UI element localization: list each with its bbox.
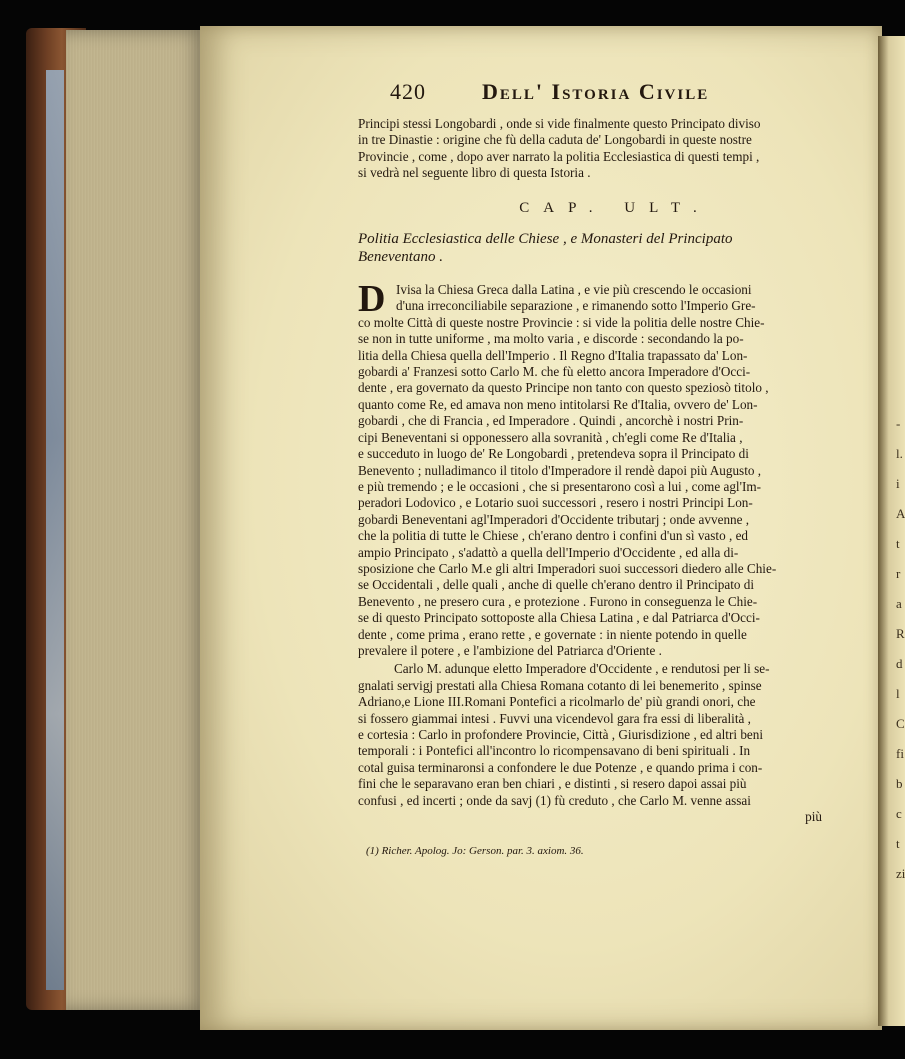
text-line: Principi stessi Longobardi , onde si vide finalmente questo Principato diviso (358, 116, 761, 131)
text-line: e succeduto in luogo de' Re Longobardi , pretendeva sopra il Principato di (358, 446, 749, 462)
text-line: Ivisa la Chiesa Greca dalla Latina , e vie più crescendo le occasioni (396, 282, 752, 298)
text-line: Provincie , come , dopo aver narrato la politia Ecclesiastica di questi tempi , (358, 148, 760, 164)
next-page-fragment: R (896, 626, 905, 641)
paragraph-2 (358, 661, 858, 809)
next-page-fragment: - (896, 416, 901, 431)
opening-lines (358, 116, 858, 182)
next-page-fragment: l (896, 686, 900, 701)
chapter-heading: CAP. ULT. (519, 199, 711, 216)
text-line: Benevento ; nulladimanco il titolo d'Imperadore il rendè dapoi più Augusto , (358, 462, 762, 478)
next-page-fragment: a (896, 596, 902, 611)
next-page-fragment: i (896, 476, 900, 491)
text-line: ampio Principato , s'adattò a quella dell'Imperio d'Occidente , ed alla di- (358, 544, 739, 560)
next-page-fragment: l. (896, 446, 903, 461)
text-line: temporali : i Pontefici all'incontro lo ricompensavano di beni spirituali . In (358, 743, 751, 759)
text-line: Carlo M. adunque eletto Imperadore d'Occidente , e rendutosi per li se- (394, 661, 770, 677)
next-page-fragment: C (896, 716, 905, 731)
text-line: Adriano,e Lione III.Romani Pontefici a ricolmarlo de' più grandi onori, che (358, 694, 756, 710)
text-line: dente , era governato da questo Principe non tanto con questo speziosò titolo , (358, 380, 769, 396)
text-line: confusi , ed incerti ; onde da savj (1) fù creduto , che Carlo M. venne assai (358, 792, 751, 808)
chapter-subtitle (358, 230, 858, 266)
next-page-fragment: d (896, 656, 903, 671)
text-line: d'una irreconciliabile separazione , e rimanendo sotto l'Imperio Gre- (396, 298, 756, 314)
running-title: Dell' Istoria Civile (482, 79, 710, 104)
text-line: sposizione che Carlo M.e gli altri Imperadori suoi successori diedero alle Chie- (358, 560, 777, 576)
next-page-fragment: t (896, 836, 900, 851)
text-line: Benevento , ne presero cura , e protezione . Furono in conseguenza le Chie- (358, 593, 758, 609)
next-page-fragment: zi (896, 866, 905, 881)
text-line: gobardi , che di Francia , ed Imperadore . Quindi , ancorchè i nostri Prin- (358, 413, 744, 429)
page-header (358, 79, 858, 116)
next-page-fragment: c (896, 806, 902, 821)
footnote: (1) Richer. Apolog. Jo: Gerson. par. 3. axiom. 36. (366, 845, 584, 858)
paragraph-1 (358, 278, 858, 659)
text-line: prevalere il potere , e l'ambizione del Patriarca d'Oriente . (358, 642, 662, 658)
text-line: litia della Chiesa quella dell'Imperio . Il Regno d'Italia trapassato da' Lon- (358, 347, 748, 363)
text-line: se di questo Principato sottoposte alla Chiesa Latina , e dal Patriarca d'Occi- (358, 610, 760, 626)
next-page-fragment: A (896, 506, 905, 521)
text-line: peradori Lodovico , e Lotario suoi successori , resero i nostri Principi Lon- (358, 495, 753, 511)
cover-marbled-strip (46, 70, 64, 990)
text-line: in tre Dinastie : origine che fù della caduta de' Longobardi in queste nostre (358, 132, 752, 148)
text-line: quanto come Re, ed amava non meno intitolarsi Re d'Italia, ovvero de' Lon- (358, 396, 758, 412)
text-line: gnalati servigj prestati alla Chiesa Romana cotanto di lei benemerito , spinse (358, 677, 762, 693)
text-line: se Occidentali , delle quali , anche di quelle ch'erano dentro il Principato di (358, 577, 755, 593)
page-text (358, 79, 858, 860)
text-line: si vedrà nel seguente libro di questa Istoria . (358, 165, 591, 181)
text-line: cotal guisa terminaronsi a confondere le due Potenze , e quando prima i con- (358, 759, 763, 775)
text-line: Politia Ecclesiastica delle Chiese , e Monasteri del Principato (358, 231, 733, 248)
text-line: Beneventano . (358, 249, 443, 266)
text-line: se non in tutte uniforme , ma molto varia , e discorde : secondando la po- (358, 331, 744, 347)
next-page-fragment: t (896, 536, 900, 551)
next-page-fragment: fi (896, 746, 904, 761)
text-line: e più tremendo ; e le occasioni , che si presentarono così a lui , come agl'Im- (358, 478, 761, 494)
text-line: gobardi Beneventani agl'Imperadori d'Occidente tributarj ; onde avvenne , (358, 511, 750, 527)
catchword: più (805, 809, 822, 825)
text-line: cipi Beneventani si opponessero alla sovranità , ch'egli come Re d'Italia , (358, 429, 743, 445)
text-line: fini che le separavano eran ben chiari , e distinti , si resero dapoi assai più (358, 776, 747, 792)
text-line: gobardi a' Franzesi sotto Carlo M. che fù eletto ancora Imperadore d'Occi- (358, 364, 751, 380)
next-page-fragment: r (896, 566, 901, 581)
text-line: co molte Città di queste nostre Provincie : si vide la politia delle nostre Chie- (358, 314, 765, 330)
next-page-fragment: b (896, 776, 903, 791)
text-line: si fossero giammai intesi . Fuvvi una vicendevol gara fra essi di liberalità , (358, 710, 751, 726)
page-fore-edge (66, 30, 206, 1010)
right-page-edge (878, 36, 905, 1026)
page-number: 420 (390, 79, 426, 104)
text-line: e cortesia : Carlo in profondere Provincie, Città , Giurisdizione , ed altri beni (358, 727, 764, 742)
text-line: che la politia di tutte le Chiese , ch'erano dentro i confini d'un sì vasto , ed (358, 528, 749, 544)
drop-cap: D (358, 278, 386, 321)
text-line: dente , come prima , erano rette , e governate : in niente potendo in quelle (358, 626, 747, 642)
